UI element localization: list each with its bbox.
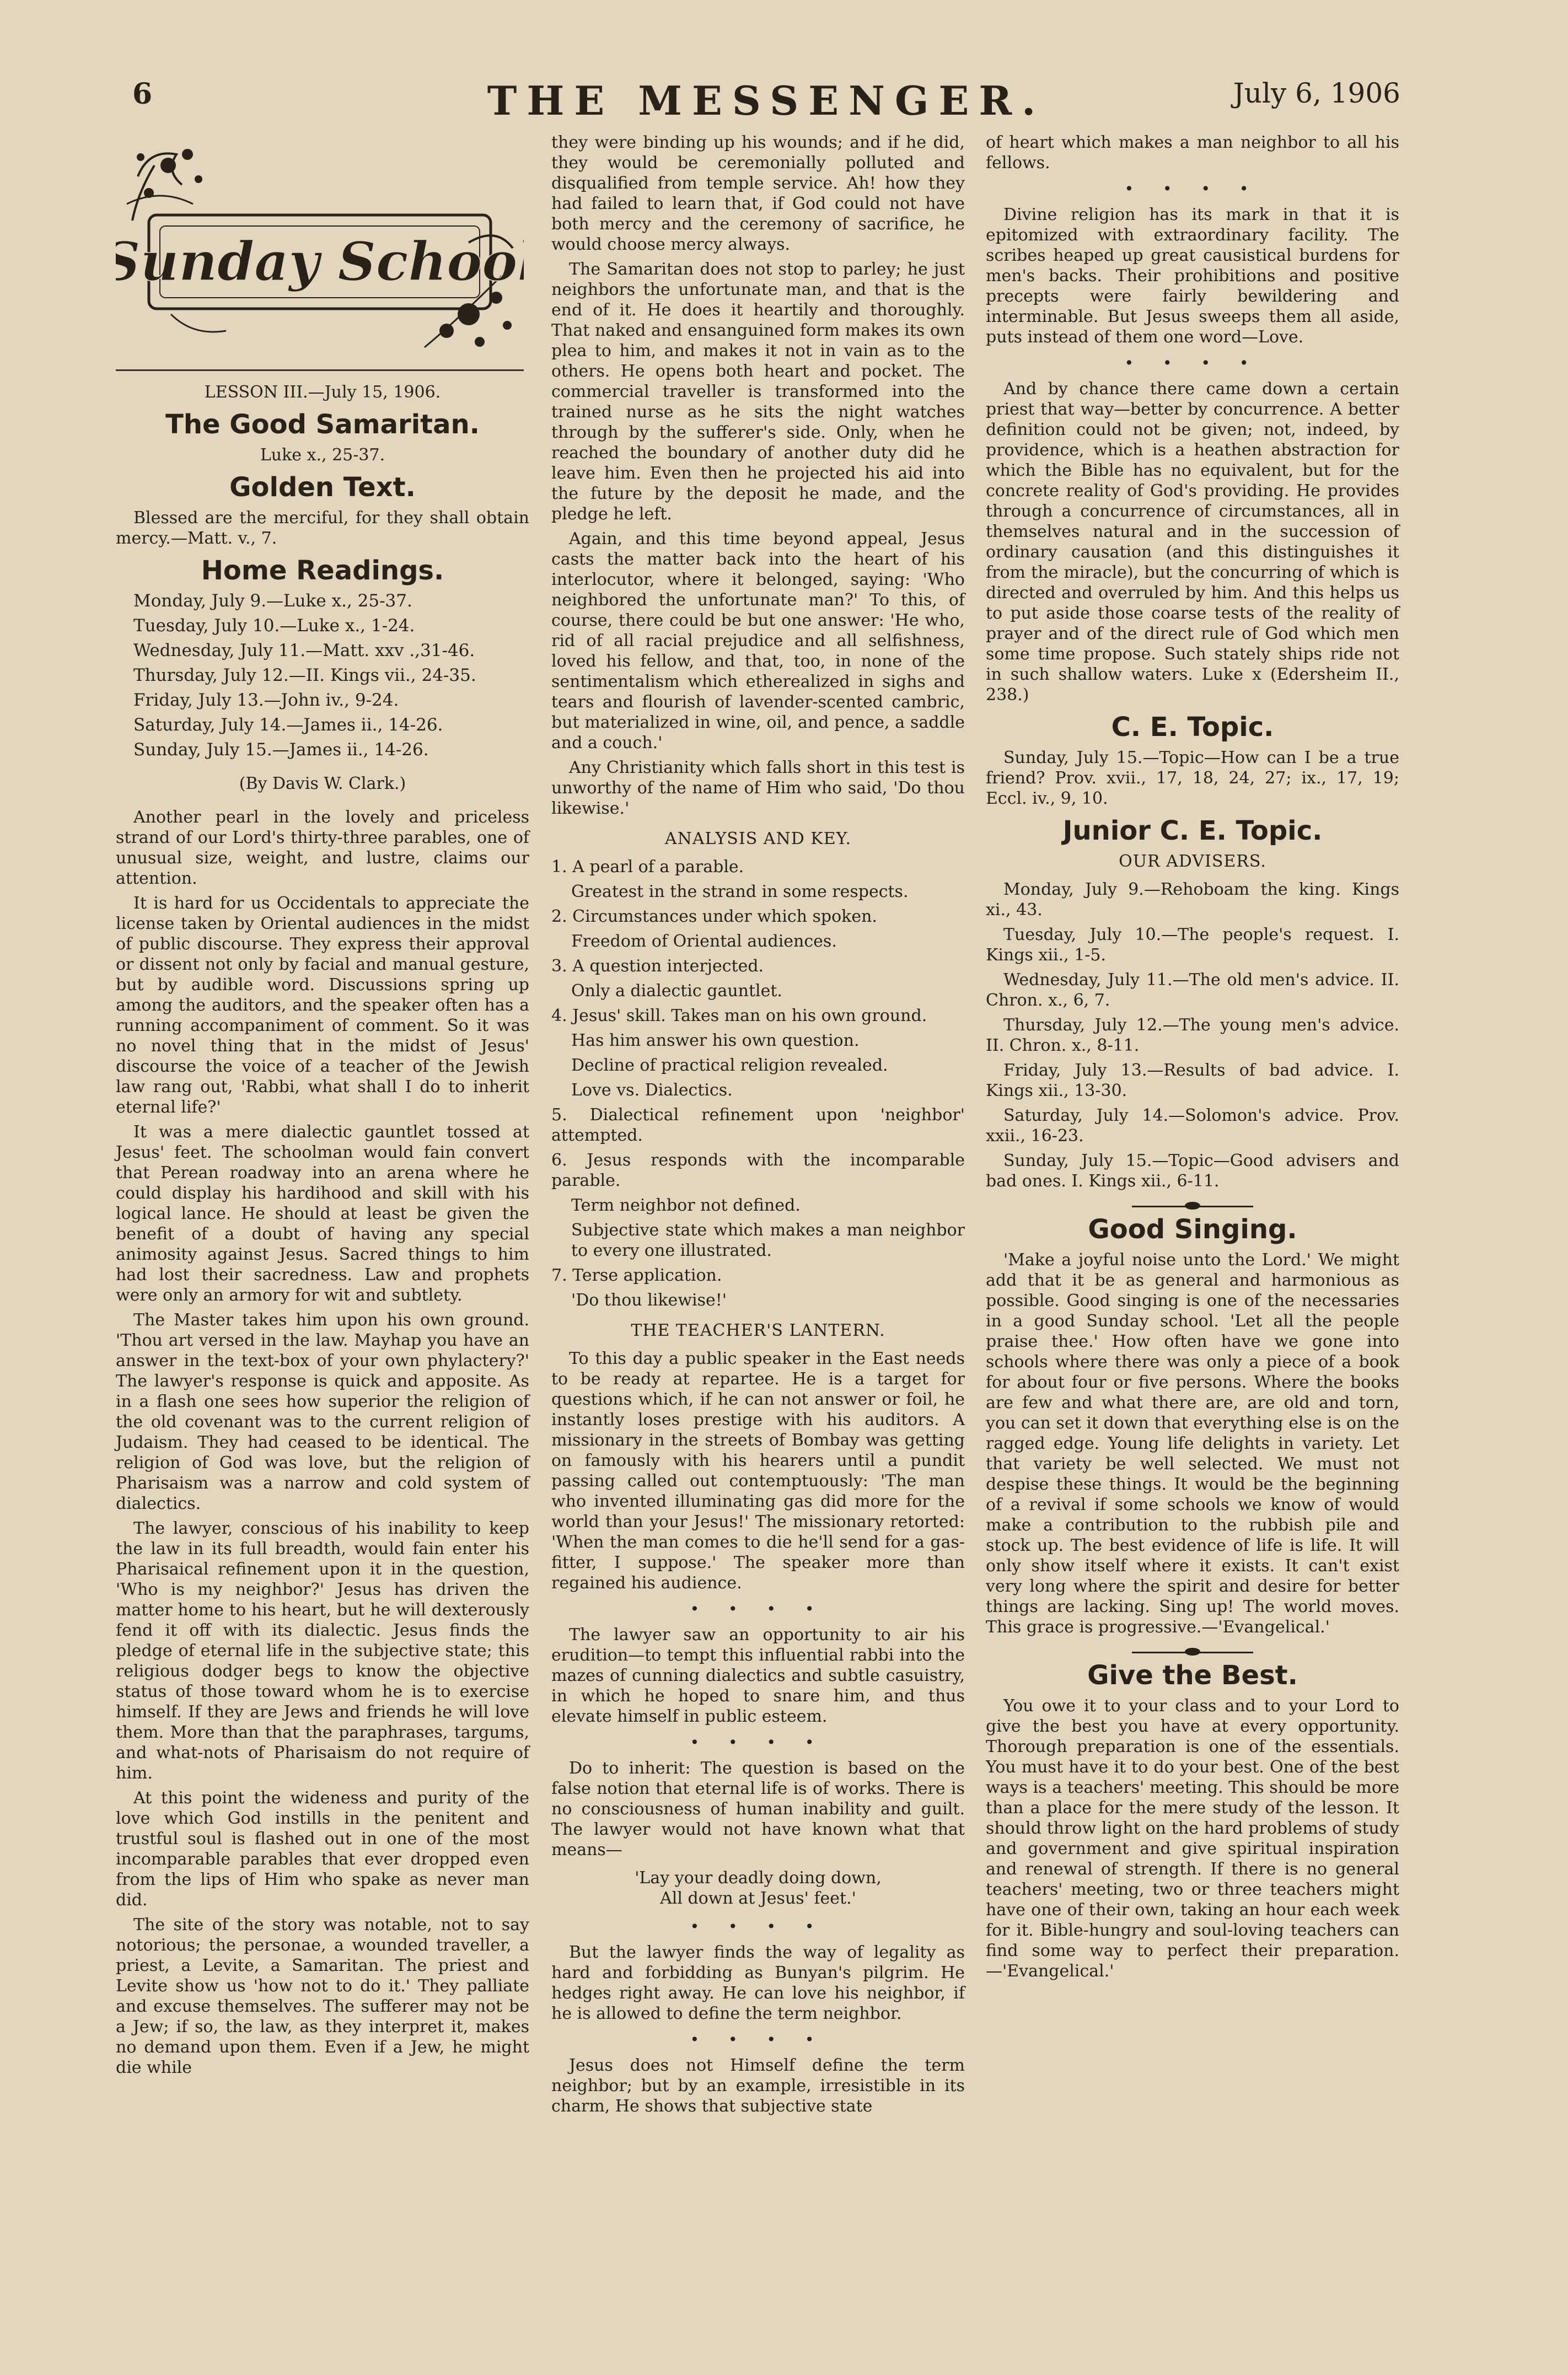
reading-item: Sunday, July 15.—James ii., 14-26. [133,740,429,760]
analysis-item: 4. Jesus' skill. Takes man on his own ground. [551,1006,927,1025]
ce-topic-text: Sunday, July 15.—Topic—How can I be a true friend? Prov. xvii., 17, 18, 24, 27; ix., 17, 19; Eccl. iv., 9, 10. [986,748,1399,808]
reading-item: Friday, July 13.—John iv., 9-24. [133,690,399,710]
ce-topic-heading: C. E. Topic. [1111,712,1274,743]
analysis-item: Love vs. Dialectics. [571,1081,733,1100]
article-paragraph: Again, and this time beyond appeal, Jesus casts the matter back into the heart of his interlocutor, where it belonged, saying: 'Who neighbored the unfortunate man?' To this, of course, there could be but one answer: 'He who, rid of all racial prejudice and all selfishness, loved his fellow, and that, too, in none of the sentimentalism which etherealized in sighs and tears and flourish of lavender-scented cambric, but materialized in wine, oil, and pence, a saddle and a couch.' [551,529,965,753]
good-singing-heading: Good Singing. [1088,1214,1297,1245]
advisers-item: Thursday, July 12.—The young men's advice. II. Chron. x., 8-11. [986,1015,1399,1055]
ornamental-rule [1132,1652,1253,1653]
advisers-item: Wednesday, July 11.—The old men's advice. II. Chron. x., 6, 7. [986,970,1399,1010]
analysis-list [551,857,965,1310]
article-paragraph: The lawyer saw an opportunity to air his erudition—to tempt this influential rabbi into the mazes of cunning dialectics and subtle casuistry, in which he hoped to snare him, and thus elevate himself in public esteem. [551,1625,965,1726]
advisers-item: Sunday, July 15.—Topic—Good advisers and bad ones. I. Kings xii., 6-11. [986,1151,1399,1191]
poem-line: All down at Jesus' feet.' [660,1889,856,1908]
poem-quote [551,1868,965,1909]
advisers-item: Monday, July 9.—Rehoboam the king. Kings xi., 43. [986,880,1399,920]
advisers-item: Friday, July 13.—Results of bad advice. I. Kings xii., 13-30. [986,1061,1399,1100]
analysis-item: Subjective state which makes a man neighbor to every one illustrated. [571,1221,965,1260]
article-paragraph: The lawyer, conscious of his inability to keep the law in its full breadth, would fain enter his Pharisaical refinement upon it in the question, 'Who is my neighbor?' Jesus has driven the matter home to his heart, but he will dexterously fend it off with its dialectic. Jesus finds the pledge of eternal life in the subjective state; this religious dodger begs to know the objective status of those toward whom he is to exercise himself. If they are Jews and friends he will love them. More than that the paraphrases, targums, and what-nots of Pharisaism do not require of him. [116,1519,529,1783]
analysis-item: Term neighbor not defined. [571,1196,801,1215]
column-1 [116,132,529,2082]
junior-ce-heading: Junior C. E. Topic. [1062,815,1323,846]
section-divider: • • • • [690,2030,826,2049]
section-divider: • • • • [690,1600,826,1618]
analysis-heading: ANALYSIS AND KEY. [664,829,852,848]
page-number: 6 [132,77,153,111]
article-paragraph: Do to inherit: The question is based on the false notion that eternal life is of works. There is no consciousness of human inability and guilt. The lawyer would not have known what that means— [551,1759,965,1860]
column-2 [551,132,965,2121]
article-paragraph: It was a mere dialectic gauntlet tossed at Jesus' feet. The schoolman would fain convert that Perean roadway into an arena where he could display his hardihood and skill with his logical lance. He should at least be given the benefit of a doubt of having any special animosity against Jesus. Sacred things to him had lost their sacredness. Law and prophets were only an armory for wit and subtlety. [116,1122,529,1305]
sunday-school-banner [116,132,524,371]
lesson-title: The Good Samaritan. [165,409,480,440]
good-singing-text: 'Make a joyful noise unto the Lord.' We might add that it be as general and harmonious as possible. Good singing is one of the necessaries in a good Sunday school. 'Let all the people praise thee.' How often have we gone into schools where there was only a piece of a book for about four or five persons. Where the books are few and what there are, are old and torn, you can set it down that everything else is on the ragged edge. Young life delights in variety. Let that variety be well selected. We must not despise these things. It would be the beginning of a revival if some schools we know of would make a contribution to the rubbish pile and stock up. The best evidence of life is life. It will only show itself where it exists. It can't exist very long where the spirit and desire for better things are lacking. Sing up! The world moves. This grace is progressive.—'Evangelical.' [986,1250,1399,1637]
lesson-number: LESSON III.—July 15, 1906. [204,383,441,402]
analysis-item: Only a dialectic gauntlet. [571,981,782,1001]
page-header [132,77,1400,127]
golden-text-heading: Golden Text. [229,472,416,503]
home-readings-list [116,591,529,760]
article-paragraph: But the lawyer finds the way of legality as hard and forbidding as Bunyan's pilgrim. He hedges right away. He can love his neighbor, if he is allowed to define the term neighbor. [551,1943,965,2023]
golden-text: Blessed are the merciful, for they shall obtain mercy.—Matt. v., 7. [116,508,529,548]
advisers-item: Tuesday, July 10.—The people's request. I. Kings xii., 1-5. [986,925,1399,965]
analysis-item: 'Do thou likewise!' [571,1291,727,1310]
article-paragraph: Divine religion has its mark in that it is epitomized with extraordinary facility. The scribes heaped up great causistical burdens for men's backs. Their prohibitions and positive precepts were fairly bewildering and interminable. But Jesus sweeps them all aside, puts instead of them one word—Love. [986,205,1399,347]
home-readings-heading: Home Readings. [201,555,444,586]
article-paragraph: Any Christianity which falls short in this test is unworthy of the name of Him who said, 'Do thou likewise.' [551,758,965,818]
masthead-title: THE MESSENGER. [487,77,1046,124]
section-divider: • • • • [690,1917,826,1936]
article-paragraph: To this day a public speaker in the East needs to be ready at repartee. He is a target for questions which, if he can not answer or foil, he instantly loses prestige with his auditors. A missionary in the streets of Bombay was getting on famously with his hearers until a pundit passing called out contemptuously: 'The man who invented illuminating gas did more for the world than your Jesus!' The missionary retorted: 'When the man comes to die he'll send for a gas-fitter, I suppose.' The speaker more than regained his audience. [551,1349,965,1593]
reading-item: Saturday, July 14.—James ii., 14-26. [133,715,443,735]
article-paragraph: of heart which makes a man neighbor to all his fellows. [986,133,1399,173]
article-paragraph: they were binding up his wounds; and if he did, they would be ceremonially polluted and disqualified from temple service. Ah! how they had failed to learn that, if God could not have both mercy and the ceremony of sacrifice, he would choose mercy always. [551,133,965,254]
article-paragraph: Jesus does not Himself define the term neighbor; but by an example, irresistible in its charm, He shows that subjective state [551,2056,965,2116]
sunday-school-illustration [116,132,524,369]
analysis-item: 1. A pearl of a parable. [551,857,744,877]
section-divider: • • • • [1124,354,1261,372]
article-paragraph: At this point the wideness and purity of the love which God instills in the penitent and trustful soul is flashed out in one of the most incomparable parables that ever dropped even from the lips of Him who spake as never man did. [116,1788,529,1910]
give-best-heading: Give the Best. [1087,1660,1298,1691]
section-divider: • • • • [690,1733,826,1751]
article-paragraph: The site of the story was notable, not to say notorious; the personae, a wounded traveller, a priest, a Levite, a Samaritan. The priest and Levite show us 'how not to do it.' They palliate and excuse themselves. The sufferer may not be a Jew; if so, the law, as they interpret it, makes no demand upon them. Even if a Jew, he might die while [116,1915,529,2077]
analysis-item: Freedom of Oriental audiences. [571,932,837,951]
lantern-heading: THE TEACHER'S LANTERN. [631,1321,885,1340]
article-paragraph: The Master takes him upon his own ground. 'Thou art versed in the law. Mayhap you have an answer in the text-box of your own phylactery?' The lawyer's response is quick and apposite. As in a flash one sees how superior the religion of the old covenant was to the current religion of Judaism. They had ceased to be identical. The religion of God was love, but the religion of Pharisaism was a narrow and cold system of dialectics. [116,1310,529,1513]
give-best-text: You owe it to your class and to your Lord to give the best you have at every opportunity. Thorough preparation is one of the essentials. You must have it to do your best. One of the best ways is a teachers' meeting. This should be more than a place for the mere study of the lesson. It should throw light on the hard problems of study and government and give spiritual inspiration and renewal of strength. If there is no general teachers' meeting, two or three teachers might have one of their own, taking an hour each week for it. Bible-hungry and soul-loving teachers can find some way to perfect their preparation.—'Evangelical.' [986,1696,1399,1981]
lesson-reference: Luke x., 25-37. [260,445,385,465]
analysis-item: 7. Terse application. [551,1266,722,1285]
analysis-item: Decline of practical religion revealed. [571,1056,888,1075]
reading-item: Monday, July 9.—Luke x., 25-37. [133,591,412,611]
column-3 [986,132,1399,1986]
article-paragraph: It is hard for us Occidentals to appreciate the license taken by Oriental audiences in the midst of public discourse. They express their approval or dissent not only by facial and manual gesture, but by audible word. Discussions spring up among the auditors, and the speaker often has a running accompaniment of comment. So it was no novel thing that in the midst of Jesus' discourse the voice of a teacher of the Jewish law rang out, 'Rabbi, what shall I do to inherit eternal life?' [116,894,529,1117]
analysis-item: 3. A question interjected. [551,957,764,976]
analysis-item: 2. Circumstances under which spoken. [551,907,877,926]
reading-item: Wednesday, July 11.—Matt. xxv .,31-46. [133,641,475,660]
ornamental-rule [1132,1206,1253,1207]
section-divider: • • • • [1124,180,1261,198]
article-paragraph: The Samaritan does not stop to parley; he just neighbors the unfortunate man, and that is the end of it. He does it heartily and thoroughly. That naked and ensanguined form makes its own plea to him, and makes it not in vain as to the others. He opens both heart and pocket. The commercial traveller is transformed into the trained nurse as he sits the night watches through by the sufferer's side. Only, when he reached the boundary of another duty did he leave him. Even then he projected his aid into the future by the deposit he made, and the pledge he left. [551,260,965,524]
advisers-item: Saturday, July 14.—Solomon's advice. Prov. xxii., 16-23. [986,1106,1399,1146]
analysis-item: 6. Jesus responds with the incomparable parable. [551,1151,965,1190]
poem-line: 'Lay your deadly doing down, [635,1868,882,1888]
article-paragraph: Another pearl in the lovely and priceless strand of our Lord's thirty-three parables, one of unusual size, weight, and lustre, claims our attention. [116,808,529,888]
byline: (By Davis W. Clark.) [239,774,406,793]
analysis-item: Has him answer his own question. [571,1031,860,1050]
junior-ce-subheading: OUR ADVISERS. [1119,852,1266,871]
analysis-item: 5. Dialectical refinement upon 'neighbor' attempted. [551,1105,965,1145]
article-paragraph: And by chance there came down a certain priest that way—better by concurrence. A better definition could not be given; not, indeed, by providence, which is a heathen abstraction for which the Bible has no equivalent, but for the concrete reality of God's providing. He provides through a concurrence of circumstances, all in themselves natural and in the succession of ordinary causation (and this distinguishes it from the miracle), but the concurring of which is directed and overruled by him. And this helps us to put aside those coarse tests of the reality of prayer and of the direct rule of God which men some time propose. Such stately ships ride not in such shallow waters. Luke x (Edersheim II., 238.) [986,379,1399,705]
issue-date: July 6, 1906 [1233,77,1400,109]
reading-item: Tuesday, July 10.—Luke x., 1-24. [133,616,415,636]
banner-label: Sunday School [116,230,524,293]
analysis-item: Greatest in the strand in some respects. [571,882,909,901]
reading-item: Thursday, July 12.—II. Kings vii., 24-35. [133,665,476,685]
